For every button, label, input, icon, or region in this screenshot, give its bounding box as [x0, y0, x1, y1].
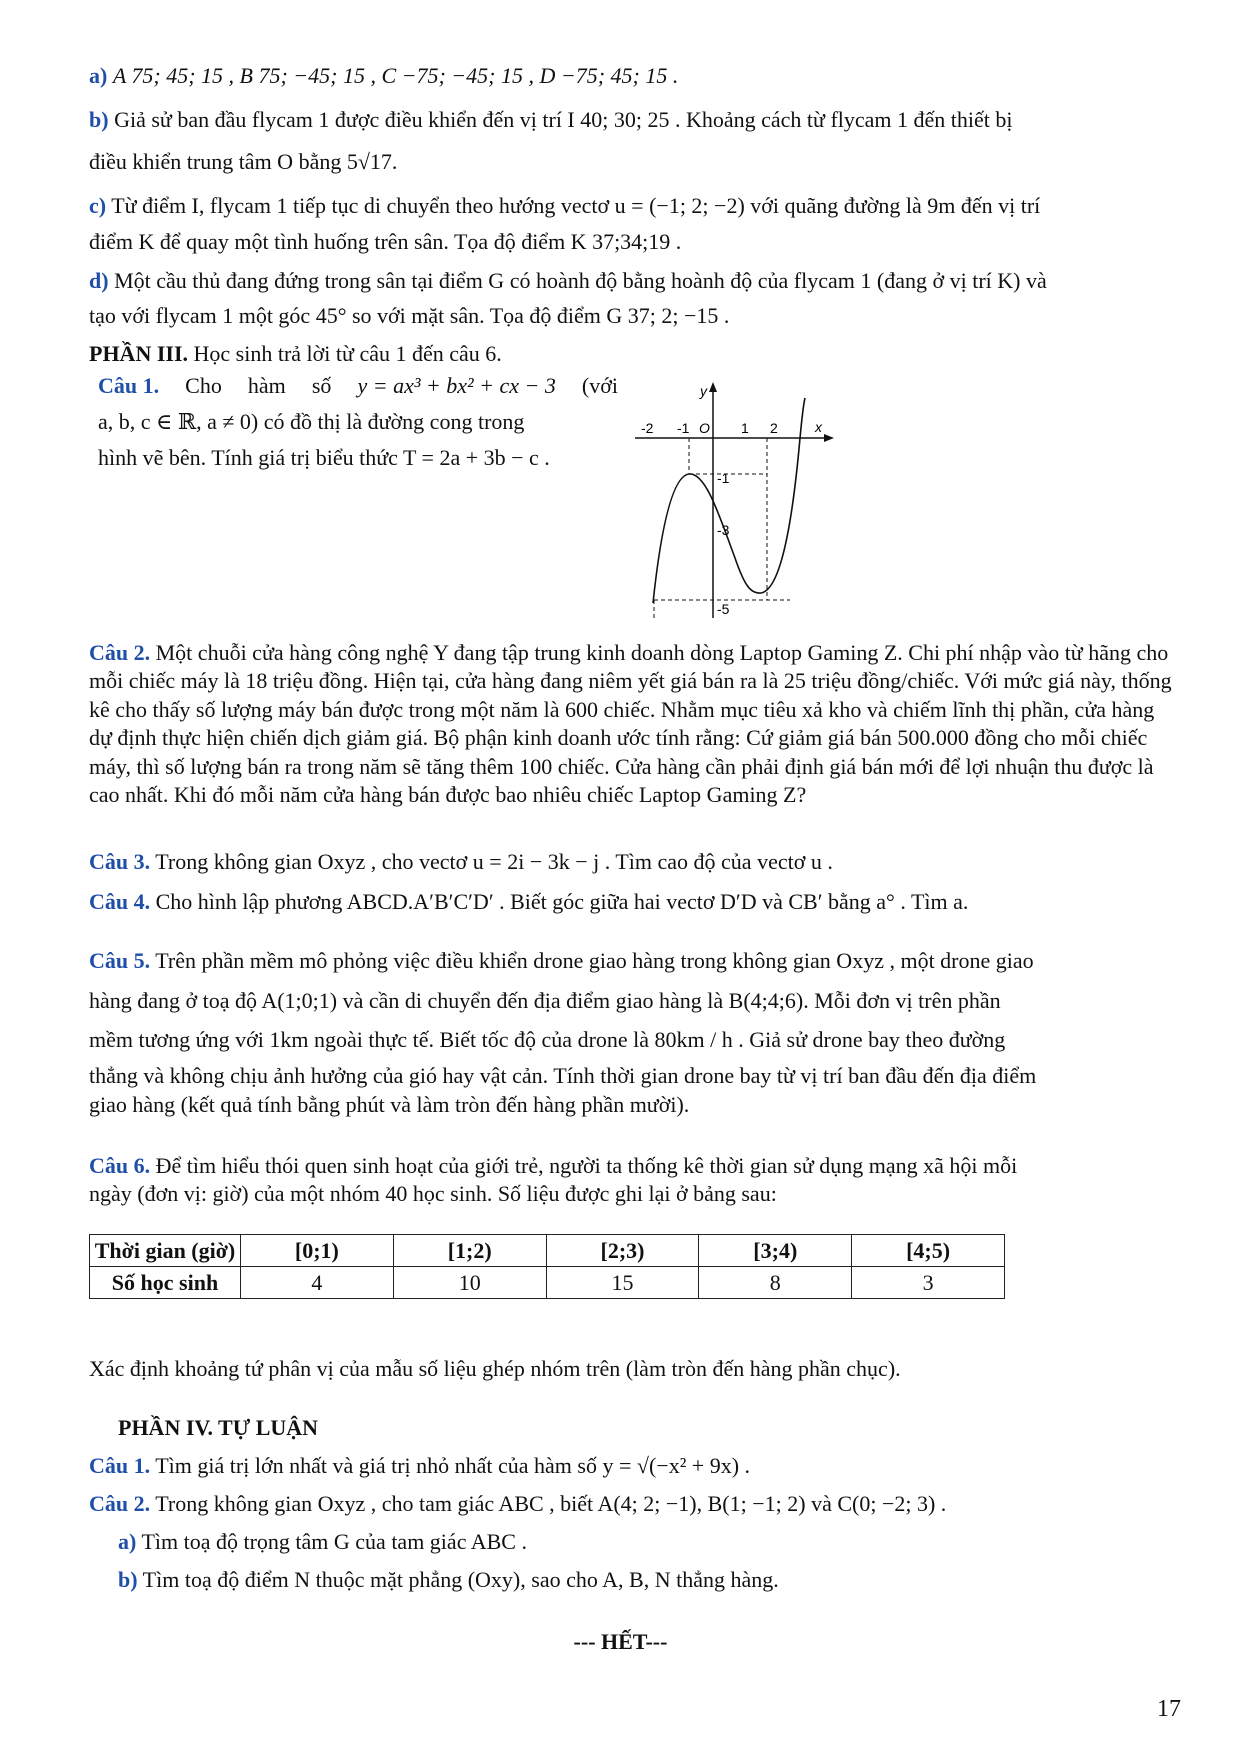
- q1-word: hàm: [247, 373, 286, 398]
- question-label: Câu 4.: [89, 889, 151, 914]
- item-text: Giả sử ban đầu flycam 1 được điều khiển đến vị trí I 40; 30; 25 . Khoảng cách từ flycam 1 đến thiết bị: [114, 107, 1013, 132]
- item-text: A 75; 45; 15 , B 75; −45; 15 , C −75; −45; 15 , D −75; 45; 15 .: [112, 63, 679, 88]
- part2-item-b-cont: [89, 148, 1181, 176]
- question-1-row-3: [98, 440, 618, 476]
- y-tick-label: -1: [717, 470, 730, 486]
- question-text: Tìm giá trị lớn nhất và giá trị nhỏ nhất của hàm số y = √(−x² + 9x) .: [155, 1453, 751, 1478]
- table-interval: [4;5): [852, 1235, 1005, 1267]
- table-cell: 4: [241, 1267, 394, 1299]
- table-cell: 8: [699, 1267, 852, 1299]
- origin-label: O: [699, 420, 710, 436]
- x-tick-label: 2: [770, 420, 778, 436]
- question-5-cont: [89, 1026, 1181, 1054]
- part4-question-2: [89, 1490, 1181, 1518]
- question-text: Trong không gian Oxyz , cho tam giác ABC , biết A(4; 2; −1), B(1; −1; 2) và C(0; −2; 3) .: [155, 1491, 947, 1516]
- q1-text: hình vẽ bên. Tính giá trị biểu thức T = 2a + 3b − c .: [98, 445, 550, 470]
- question-label: Câu 1.: [89, 1453, 151, 1478]
- question-6: [89, 1152, 1181, 1180]
- q1-word: (với: [581, 373, 618, 398]
- question-6-cont: [89, 1180, 1181, 1208]
- question-6-task: [89, 1355, 1181, 1383]
- part2-item-a: [89, 62, 1181, 90]
- table-row: [90, 1267, 1005, 1299]
- x-axis-arrow: [824, 434, 834, 442]
- item-text: Tìm toạ độ điểm N thuộc mặt phẳng (Oxy), sao cho A, B, N thẳng hàng.: [142, 1567, 779, 1592]
- question-5: [89, 947, 1181, 975]
- item-text: tạo với flycam 1 một góc 45° so với mặt sân. Tọa độ điểm G 37; 2; −15 .: [89, 303, 730, 328]
- item-text: điểm K để quay một tình huống trên sân. Tọa độ điểm K 37;34;19 .: [89, 229, 682, 254]
- y-axis-arrow: [709, 382, 717, 392]
- table-interval: [2;3): [546, 1235, 699, 1267]
- table-interval: [3;4): [699, 1235, 852, 1267]
- part4-heading: PHẦN IV. TỰ LUẬN: [118, 1415, 319, 1440]
- item-text: Một cầu thủ đang đứng trong sân tại điểm G có hoành độ bằng hoành độ của flycam 1 (đang ở vị trí K) và: [114, 268, 1047, 293]
- question-label: Câu 2.: [89, 1491, 151, 1516]
- item-label: d): [89, 268, 109, 293]
- table-row-label: Số học sinh: [90, 1267, 241, 1299]
- question-text: giao hàng (kết quả tính bằng phút và làm tròn đến hàng phần mười).: [89, 1092, 690, 1117]
- question-text: thẳng và không chịu ảnh hưởng của gió hay vật cản. Tính thời gian drone bay từ vị trí ban đầu đến địa điểm: [89, 1063, 1037, 1088]
- question-label: Câu 1.: [98, 373, 160, 398]
- item-label: b): [118, 1567, 138, 1592]
- question-5-cont: [89, 1091, 1181, 1119]
- question-label: Câu 5.: [89, 948, 151, 973]
- item-label: a): [118, 1529, 137, 1554]
- question-text: Một chuỗi cửa hàng công nghệ Y đang tập trung kinh doanh dòng Laptop Gaming Z. Chi phí nhập vào từ hãng cho mỗi chiếc máy là 18 triệu đồng. Hiện tại, cửa hàng đang niêm yết giá bán ra là 25 triệu đồng/chiếc. Với mức giá này, thống kê cho thấy số lượng máy bán được trong một năm là 600 chiếc. Nhằm mục tiêu xả kho và chiếm lĩnh thị phần, cửa hàng dự định thực hiện chiến dịch giảm giá. Bộ phận kinh doanh ước tính rằng: Cứ giảm giá bán 500.000 đồng cho mỗi chiếc máy, thì số lượng bán ra trong năm sẽ tăng thêm 100 chiếc. Cửa hàng cần phải định giá bán mới để lợi nhuận thu được là cao nhất. Khi đó mỗi năm cửa hàng bán được bao nhiêu chiếc Laptop Gaming Z?: [89, 640, 1172, 808]
- question-3: [89, 848, 1181, 876]
- q1-word: số: [311, 373, 332, 398]
- x-axis-label: x: [815, 419, 822, 435]
- table-header-row: [90, 1235, 1005, 1267]
- question-1-row-1: [98, 368, 618, 404]
- table-header-label: Thời gian (giờ): [90, 1235, 241, 1267]
- part2-item-c: [89, 192, 1181, 220]
- part3-heading-rest: Học sinh trả lời từ câu 1 đến câu 6.: [193, 341, 502, 366]
- question-5-cont: [89, 1062, 1181, 1090]
- question-text: Trên phần mềm mô phỏng việc điều khiển drone giao hàng trong không gian Oxyz , một drone giao: [155, 948, 1034, 973]
- question-label: Câu 6.: [89, 1153, 151, 1178]
- part2-item-b: [89, 106, 1181, 134]
- part2-item-d: [89, 267, 1181, 295]
- q1-word: Cho: [185, 373, 222, 398]
- question-text: Xác định khoảng tứ phân vị của mẫu số liệu ghép nhóm trên (làm tròn đến hàng phần chục).: [89, 1356, 901, 1381]
- part4-question-2b: [118, 1566, 1181, 1594]
- question-4: [89, 888, 1181, 916]
- item-text: điều khiển trung tâm O bằng 5√17.: [89, 149, 398, 174]
- item-label: c): [89, 193, 107, 218]
- data-table: [89, 1234, 1005, 1299]
- question-1: [98, 368, 618, 476]
- x-tick-label: 1: [741, 420, 749, 436]
- part2-item-d-cont: [89, 302, 1181, 330]
- table-cell: 3: [852, 1267, 1005, 1299]
- question-text: Cho hình lập phương ABCD.A′B′C′D′ . Biết góc giữa hai vectơ D′D và CB′ bằng a° . Tìm a.: [155, 889, 969, 914]
- question-text: hàng đang ở toạ độ A(1;0;1) và cần di chuyển đến địa điểm giao hàng là B(4;4;6). Mỗi đơn vị trên phần: [89, 988, 1001, 1013]
- end-mark: --- HẾT---: [573, 1629, 668, 1654]
- cubic-graph: [630, 378, 840, 626]
- q1-text: a, b, c ∈ ℝ, a ≠ 0) có đồ thị là đường cong trong: [98, 409, 525, 434]
- question-1-row-2: [98, 404, 618, 440]
- item-label: a): [89, 63, 108, 88]
- question-text: Để tìm hiểu thói quen sinh hoạt của giới trẻ, người ta thống kê thời gian sử dụng mạng xã hội mỗi: [155, 1153, 1018, 1178]
- question-text: mềm tương ứng với 1km ngoài thực tế. Biết tốc độ của drone là 80km / h . Giả sử drone bay theo đường: [89, 1027, 1006, 1052]
- cubic-curve: [653, 398, 805, 603]
- question-text: ngày (đơn vị: giờ) của một nhóm 40 học sinh. Số liệu được ghi lại ở bảng sau:: [89, 1181, 777, 1206]
- part3-heading: [89, 340, 1181, 368]
- part2-item-c-cont: [89, 228, 1181, 256]
- question-label: Câu 3.: [89, 849, 151, 874]
- question-label: Câu 2.: [89, 640, 151, 665]
- question-2: [89, 639, 1179, 809]
- part3-heading-bold: PHẦN III.: [89, 341, 189, 366]
- item-label: b): [89, 107, 109, 132]
- part4-question-2a: [118, 1528, 1181, 1556]
- part4-question-1: [89, 1452, 1181, 1480]
- x-tick-label: -2: [641, 420, 654, 436]
- table-interval: [0;1): [241, 1235, 394, 1267]
- question-text: Trong không gian Oxyz , cho vectơ u = 2i − 3k − j . Tìm cao độ của vectơ u .: [155, 849, 833, 874]
- y-axis-label: y: [700, 383, 707, 399]
- item-text: Từ điểm I, flycam 1 tiếp tục di chuyển theo hướng vectơ u = (−1; 2; −2) với quãng đường là 9m đến vị trí: [111, 193, 1041, 218]
- item-text: Tìm toạ độ trọng tâm G của tam giác ABC .: [141, 1529, 527, 1554]
- y-tick-label: -3: [717, 522, 730, 538]
- question-5-cont: [89, 987, 1181, 1015]
- x-tick-label: -1: [677, 420, 690, 436]
- y-tick-label: -5: [717, 601, 730, 617]
- q1-formula: y = ax³ + bx² + cx − 3: [357, 373, 556, 398]
- table-interval: [1;2): [393, 1235, 546, 1267]
- table-cell: 15: [546, 1267, 699, 1299]
- page-number: 17: [1157, 1696, 1181, 1722]
- table-cell: 10: [393, 1267, 546, 1299]
